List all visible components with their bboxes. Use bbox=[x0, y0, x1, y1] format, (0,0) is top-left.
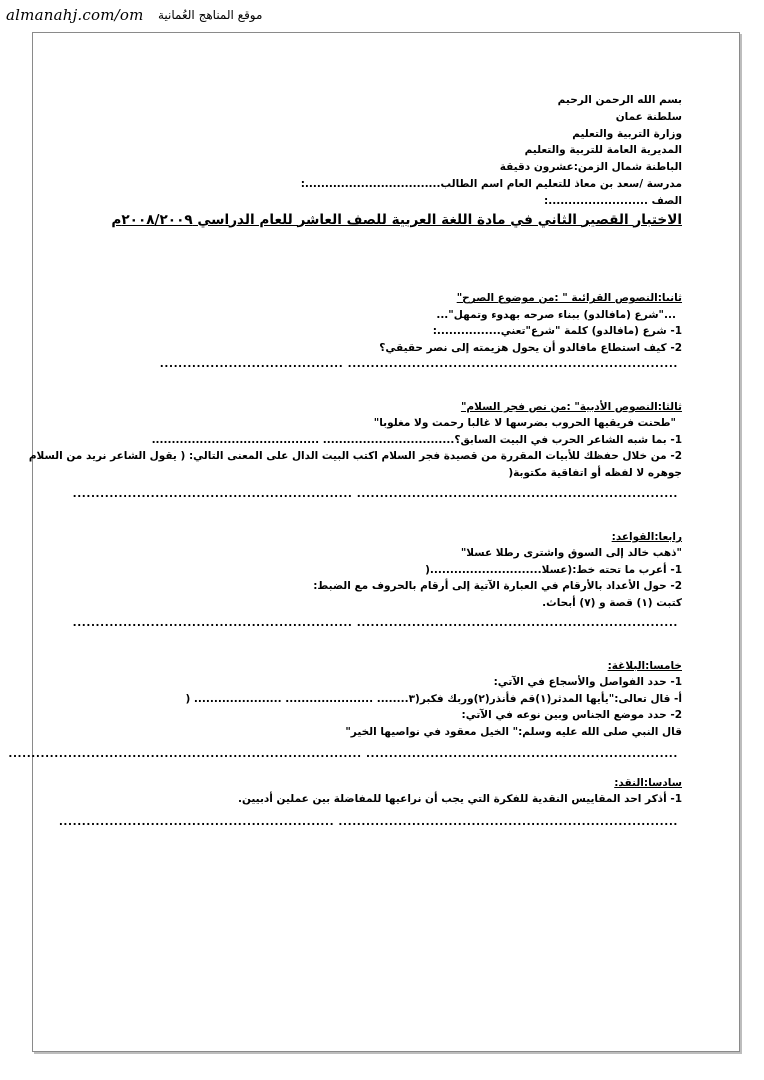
section-literary-texts bbox=[28, 399, 682, 503]
quote: ..."شرع (مافالدو) ببناء صرحه بهدوء وتمهل"... bbox=[436, 308, 676, 321]
region-time-line: الباطنة شمال الزمن:عشرون دقيقة bbox=[499, 161, 682, 174]
section-title: رابعا:القواعد: bbox=[611, 530, 682, 543]
question-1: 1- بما شبه الشاعر الحرب في البيت السابق؟................................. .......................................... bbox=[151, 433, 682, 446]
section-reading-texts bbox=[40, 290, 682, 373]
grade-line: الصف .........................: bbox=[544, 194, 682, 207]
site-url[interactable]: almanahj.com/om bbox=[6, 6, 144, 24]
quote: "طحنت فريقيها الحروب بضرسها لا غالبا رحمت ولا مغلوبا" bbox=[373, 417, 676, 430]
basmala: بسم الله الرحمن الرحيم bbox=[557, 94, 682, 106]
question-2-item: قال النبي صلى الله عليه وسلم:" الخيل معقود في نواصيها الخير" bbox=[345, 725, 682, 738]
section-title: سادسا:النقد: bbox=[614, 776, 682, 789]
exam-document bbox=[8, 92, 682, 830]
question-1: 1- حدد الفواصل والأسجاع في الآتي: bbox=[493, 676, 682, 689]
section-title: ثالثا:النصوص الأدبية" :من نص فجر السلام" bbox=[460, 400, 682, 413]
answer-line: .................................................................... ............................................................................. bbox=[8, 748, 678, 761]
exam-header bbox=[40, 92, 682, 228]
section-rhetoric bbox=[8, 658, 682, 763]
site-name: موقع المناهج العُمانية bbox=[158, 8, 263, 22]
answer-line: ........................................................................ ........................................ bbox=[159, 358, 678, 371]
question-1: 1- أذكر احد المقاييس النقدية للفكرة التي يجب أن نراعيها للمفاضلة بين عملين أدبيين. bbox=[237, 793, 682, 806]
question-2: 2- حدد موضع الجناس وبين نوعه في الآتي: bbox=[461, 709, 682, 722]
question-2: 2- من خلال حفظك للأبيات المقررة من قصيدة فجر السلام اكتب البيت الدال على المعنى التالي: ( يقول الشاعر نريد من السلام جوهره لا لفظه أو اتفاقية مكتوبة( bbox=[28, 450, 682, 480]
quote: "ذهب خالد إلى السوق واشترى رطلا عسلا" bbox=[460, 547, 682, 560]
question-1-item-a: أ- قال تعالى:"يأيها المدثر(١)قم فأنذر(٢)وربك فكبر(٣........ ...................... ...................... ( bbox=[185, 692, 682, 705]
example-sentence: كتبت (١) قصة و (٧) أبحاث. bbox=[542, 596, 682, 609]
section-title: ثانيا:النصوص القرائية " :من موضوع الصرح" bbox=[456, 292, 682, 305]
school-student-line: مدرسة /سعد بن معاذ للتعليم العام اسم الطالب..................................: bbox=[300, 177, 682, 190]
exam-title: الاختبار القصير الثاني في مادة اللغة العربية للصف العاشر للعام الدراسي ٢٠٠٨/٢٠٠٩م bbox=[111, 211, 682, 228]
section-title: خامسا:البلاغة: bbox=[607, 659, 682, 672]
ministry-line: وزارة التربية والتعليم bbox=[572, 127, 682, 140]
answer-line: ...................................................................... ............................................................. bbox=[72, 488, 678, 501]
site-header bbox=[6, 6, 756, 28]
section-criticism bbox=[40, 775, 682, 831]
section-grammar bbox=[40, 529, 682, 632]
answer-line: .......................................................................... ............................................................ bbox=[58, 815, 678, 828]
question-1: 1- أعرب ما تحته خط:(عسلا............................( bbox=[425, 563, 682, 576]
question-2: 2- حول الأعداد بالأرقام في العبارة الآتية إلى أرقام بالحروف مع الضبط: bbox=[313, 580, 682, 593]
question-1: 1- شرع (مافالدو) كلمة "شرع"تعني................: bbox=[432, 325, 682, 338]
question-2: 2- كيف استطاع مافالدو أن يحول هزيمته إلى نصر حقيقي؟ bbox=[379, 341, 682, 354]
directorate-line: المديرية العامة للتربية والتعليم bbox=[524, 144, 682, 157]
country-line: سلطنة عمان bbox=[615, 110, 682, 123]
answer-line: ...................................................................... ............................................................. bbox=[72, 617, 678, 630]
